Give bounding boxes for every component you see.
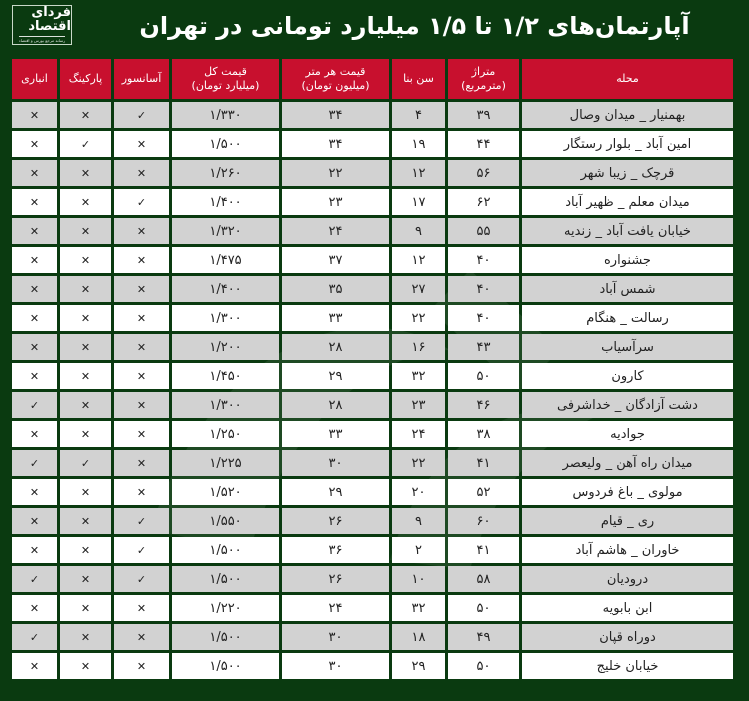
cell-neighborhood: دوراه قپان (522, 624, 733, 650)
cell-price-per-meter: ۳۷ (282, 247, 389, 273)
cell-storage: ✕ (12, 653, 57, 679)
table-row (12, 624, 733, 650)
cell-neighborhood: میدان راه آهن _ ولیعصر (522, 450, 733, 476)
logo (12, 5, 72, 45)
cell-neighborhood: میدان معلم _ ظهیر آباد (522, 189, 733, 215)
cell-price-per-meter: ۲۹ (282, 479, 389, 505)
cell-parking: ✕ (60, 305, 111, 331)
cell-neighborhood: امین آباد _ بلوار رستگار (522, 131, 733, 157)
header-price-per-meter: قیمت هر متر (میلیون تومان) (282, 59, 389, 99)
cell-area: ۴۹ (448, 624, 519, 650)
cell-total-price: ۱/۵۰۰ (172, 566, 279, 592)
cell-neighborhood: کارون (522, 363, 733, 389)
header-storage: انباری (12, 59, 57, 99)
cell-age: ۴ (392, 102, 445, 128)
cell-area: ۵۵ (448, 218, 519, 244)
cell-elevator: ✓ (114, 102, 169, 128)
cell-age: ۳۲ (392, 595, 445, 621)
table-row (12, 537, 733, 563)
cell-storage: ✕ (12, 537, 57, 563)
cell-total-price: ۱/۵۰۰ (172, 131, 279, 157)
cell-parking: ✓ (60, 450, 111, 476)
cell-price-per-meter: ۳۳ (282, 421, 389, 447)
cell-storage: ✕ (12, 131, 57, 157)
cell-price-per-meter: ۲۹ (282, 363, 389, 389)
cell-area: ۵۰ (448, 653, 519, 679)
cell-parking: ✕ (60, 160, 111, 186)
cell-total-price: ۱/۴۵۰ (172, 363, 279, 389)
cell-age: ۱۲ (392, 247, 445, 273)
cell-elevator: ✕ (114, 392, 169, 418)
cell-parking: ✕ (60, 566, 111, 592)
cell-age: ۱۶ (392, 334, 445, 360)
table-row (12, 102, 733, 128)
cell-parking: ✕ (60, 363, 111, 389)
cell-total-price: ۱/۲۲۰ (172, 595, 279, 621)
cell-area: ۵۸ (448, 566, 519, 592)
cell-area: ۴۰ (448, 247, 519, 273)
cell-area: ۴۴ (448, 131, 519, 157)
cell-total-price: ۱/۵۰۰ (172, 624, 279, 650)
cell-total-price: ۱/۲۲۵ (172, 450, 279, 476)
cell-area: ۴۱ (448, 537, 519, 563)
cell-age: ۲۹ (392, 653, 445, 679)
header-parking: پارکینگ (60, 59, 111, 99)
cell-area: ۴۳ (448, 334, 519, 360)
cell-neighborhood: بهمنیار _ میدان وصال (522, 102, 733, 128)
cell-storage: ✓ (12, 566, 57, 592)
cell-price-per-meter: ۳۰ (282, 450, 389, 476)
cell-total-price: ۱/۲۵۰ (172, 421, 279, 447)
cell-storage: ✕ (12, 508, 57, 534)
cell-neighborhood: سرآسیاب (522, 334, 733, 360)
header-neighborhood: محله (522, 59, 733, 99)
cell-elevator: ✓ (114, 189, 169, 215)
apartments-table (9, 56, 736, 682)
cell-storage: ✕ (12, 595, 57, 621)
cell-age: ۳۲ (392, 363, 445, 389)
cell-elevator: ✕ (114, 450, 169, 476)
cell-total-price: ۱/۵۵۰ (172, 508, 279, 534)
cell-parking: ✕ (60, 102, 111, 128)
cell-elevator: ✕ (114, 363, 169, 389)
cell-storage: ✕ (12, 334, 57, 360)
cell-elevator: ✕ (114, 218, 169, 244)
header-elevator: آسانسور (114, 59, 169, 99)
cell-neighborhood: خیابان خلیج (522, 653, 733, 679)
cell-total-price: ۱/۲۶۰ (172, 160, 279, 186)
cell-area: ۴۱ (448, 450, 519, 476)
cell-parking: ✕ (60, 421, 111, 447)
cell-price-per-meter: ۲۴ (282, 595, 389, 621)
cell-neighborhood: جشنواره (522, 247, 733, 273)
cell-price-per-meter: ۲۸ (282, 392, 389, 418)
page-title: آپارتمان‌های ۱/۲ تا ۱/۵ میلیارد تومانی در تهران (139, 12, 690, 40)
cell-total-price: ۱/۴۷۵ (172, 247, 279, 273)
cell-neighborhood: ری _ قیام (522, 508, 733, 534)
cell-price-per-meter: ۳۰ (282, 624, 389, 650)
cell-price-per-meter: ۲۶ (282, 566, 389, 592)
cell-price-per-meter: ۳۴ (282, 131, 389, 157)
cell-age: ۲ (392, 537, 445, 563)
cell-total-price: ۱/۳۰۰ (172, 305, 279, 331)
table-row (12, 653, 733, 679)
cell-elevator: ✕ (114, 479, 169, 505)
cell-elevator: ✕ (114, 276, 169, 302)
cell-parking: ✕ (60, 537, 111, 563)
table-row (12, 392, 733, 418)
cell-parking: ✓ (60, 131, 111, 157)
cell-total-price: ۱/۴۰۰ (172, 276, 279, 302)
cell-elevator: ✓ (114, 566, 169, 592)
cell-neighborhood: خاوران _ هاشم آباد (522, 537, 733, 563)
cell-storage: ✕ (12, 421, 57, 447)
cell-elevator: ✕ (114, 131, 169, 157)
cell-area: ۵۰ (448, 595, 519, 621)
cell-area: ۶۲ (448, 189, 519, 215)
cell-age: ۹ (392, 218, 445, 244)
cell-age: ۲۰ (392, 479, 445, 505)
table-row (12, 421, 733, 447)
cell-neighborhood: ابن بابویه (522, 595, 733, 621)
cell-price-per-meter: ۲۲ (282, 160, 389, 186)
cell-elevator: ✕ (114, 334, 169, 360)
cell-age: ۲۲ (392, 305, 445, 331)
cell-age: ۱۰ (392, 566, 445, 592)
cell-neighborhood: مولوی _ باغ فردوس (522, 479, 733, 505)
cell-storage: ✕ (12, 189, 57, 215)
cell-parking: ✕ (60, 334, 111, 360)
cell-area: ۴۰ (448, 305, 519, 331)
cell-storage: ✓ (12, 624, 57, 650)
cell-neighborhood: شمس آباد (522, 276, 733, 302)
header-total-price: قیمت کل (میلیارد تومان) (172, 59, 279, 99)
cell-total-price: ۱/۳۰۰ (172, 392, 279, 418)
table-row (12, 508, 733, 534)
table-row (12, 305, 733, 331)
cell-total-price: ۱/۵۰۰ (172, 537, 279, 563)
cell-parking: ✕ (60, 189, 111, 215)
cell-elevator: ✕ (114, 160, 169, 186)
table-row (12, 131, 733, 157)
cell-neighborhood: دشت آزادگان _ خداشرفی (522, 392, 733, 418)
cell-price-per-meter: ۳۳ (282, 305, 389, 331)
cell-price-per-meter: ۳۶ (282, 537, 389, 563)
cell-total-price: ۱/۴۰۰ (172, 189, 279, 215)
cell-storage: ✕ (12, 479, 57, 505)
table-row (12, 566, 733, 592)
cell-area: ۳۸ (448, 421, 519, 447)
cell-storage: ✕ (12, 160, 57, 186)
cell-storage: ✕ (12, 247, 57, 273)
cell-storage: ✕ (12, 305, 57, 331)
cell-area: ۵۶ (448, 160, 519, 186)
cell-parking: ✕ (60, 624, 111, 650)
logo-name: فردای اقتصاد (28, 5, 71, 34)
cell-price-per-meter: ۳۰ (282, 653, 389, 679)
cell-age: ۱۲ (392, 160, 445, 186)
cell-age: ۱۷ (392, 189, 445, 215)
cell-storage: ✕ (12, 276, 57, 302)
cell-storage: ✓ (12, 392, 57, 418)
table-row (12, 189, 733, 215)
cell-age: ۱۹ (392, 131, 445, 157)
cell-price-per-meter: ۲۸ (282, 334, 389, 360)
cell-total-price: ۱/۵۲۰ (172, 479, 279, 505)
cell-parking: ✕ (60, 276, 111, 302)
cell-elevator: ✕ (114, 653, 169, 679)
cell-parking: ✕ (60, 508, 111, 534)
cell-neighborhood: رسالت _ هنگام (522, 305, 733, 331)
cell-price-per-meter: ۳۵ (282, 276, 389, 302)
cell-storage: ✕ (12, 102, 57, 128)
cell-area: ۶۰ (448, 508, 519, 534)
cell-parking: ✕ (60, 653, 111, 679)
cell-storage: ✕ (12, 363, 57, 389)
header-age: سن بنا (392, 59, 445, 99)
cell-elevator: ✕ (114, 624, 169, 650)
cell-price-per-meter: ۲۳ (282, 189, 389, 215)
cell-total-price: ۱/۳۳۰ (172, 102, 279, 128)
cell-elevator: ✓ (114, 537, 169, 563)
cell-storage: ✓ (12, 450, 57, 476)
cell-elevator: ✕ (114, 595, 169, 621)
table-row (12, 450, 733, 476)
table-row (12, 595, 733, 621)
cell-age: ۹ (392, 508, 445, 534)
table-row (12, 247, 733, 273)
cell-total-price: ۱/۲۰۰ (172, 334, 279, 360)
cell-neighborhood: خیابان یافت آباد _ زندیه (522, 218, 733, 244)
cell-price-per-meter: ۳۴ (282, 102, 389, 128)
table-row (12, 334, 733, 360)
cell-age: ۲۷ (392, 276, 445, 302)
cell-area: ۵۰ (448, 363, 519, 389)
table-row (12, 160, 733, 186)
cell-neighborhood: جوادیه (522, 421, 733, 447)
cell-elevator: ✕ (114, 421, 169, 447)
logo-tagline: رسانه مرجع بورس و اقتصاد (18, 38, 66, 43)
cell-area: ۵۲ (448, 479, 519, 505)
cell-storage: ✕ (12, 218, 57, 244)
cell-age: ۲۲ (392, 450, 445, 476)
cell-neighborhood: قرچک _ زیبا شهر (522, 160, 733, 186)
cell-price-per-meter: ۲۶ (282, 508, 389, 534)
cell-parking: ✕ (60, 479, 111, 505)
header-area: متراژ (مترمربع) (448, 59, 519, 99)
cell-age: ۲۴ (392, 421, 445, 447)
cell-elevator: ✕ (114, 247, 169, 273)
cell-age: ۱۸ (392, 624, 445, 650)
cell-total-price: ۱/۵۰۰ (172, 653, 279, 679)
cell-price-per-meter: ۲۴ (282, 218, 389, 244)
cell-total-price: ۱/۳۲۰ (172, 218, 279, 244)
table-row (12, 363, 733, 389)
table-header-row (12, 59, 733, 99)
cell-neighborhood: درودیان (522, 566, 733, 592)
cell-elevator: ✓ (114, 508, 169, 534)
cell-age: ۲۳ (392, 392, 445, 418)
table-row (12, 276, 733, 302)
cell-area: ۴۶ (448, 392, 519, 418)
cell-elevator: ✕ (114, 305, 169, 331)
cell-area: ۴۰ (448, 276, 519, 302)
cell-area: ۳۹ (448, 102, 519, 128)
cell-parking: ✕ (60, 595, 111, 621)
cell-parking: ✕ (60, 392, 111, 418)
cell-parking: ✕ (60, 218, 111, 244)
table-row (12, 479, 733, 505)
cell-parking: ✕ (60, 247, 111, 273)
table-row (12, 218, 733, 244)
